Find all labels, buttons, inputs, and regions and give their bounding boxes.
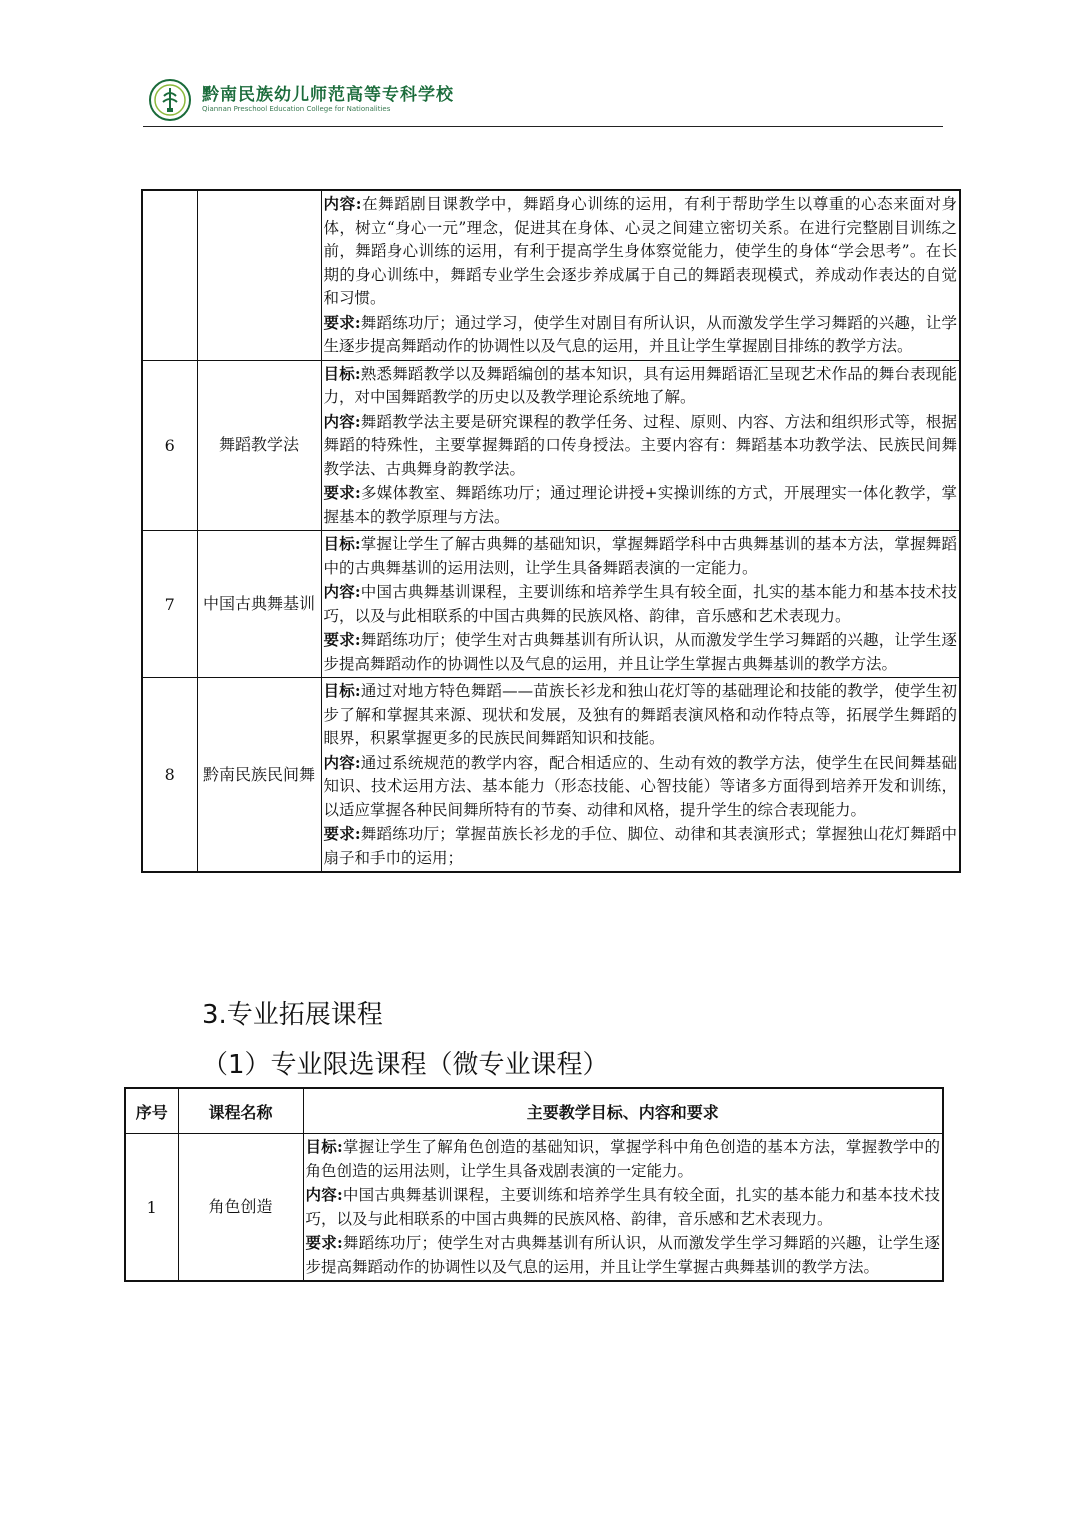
paragraph-label: 要求: [323,312,361,332]
description-paragraph [324,751,958,823]
course-table-elective [124,1087,944,1282]
paragraph-text: 舞蹈练功厅；使学生对古典舞基训有所认识，从而激发学生学习舞蹈的兴趣，让学生逐步提高舞蹈动作的协调性以及气息的运用，并且让学生掌握古典舞基训的教学方法。 [305,1234,940,1276]
paragraph-text: 舞蹈练功厅；掌握苗族长衫龙的手位、脚位、动律和其表演形式；掌握独山花灯舞蹈中扇子和手巾的运用； [323,825,957,867]
course-number: 6 [142,360,197,531]
table-row [142,190,960,360]
paragraph-text: 中国古典舞基训课程，主要训练和培养学生具有较全面，扎实的基本能力和基本技术技巧，以及与此相联系的中国古典舞的民族风格、韵律，音乐感和艺术表现力。 [323,583,957,625]
paragraph-label: 要求: [305,1233,343,1252]
course-table-core [141,189,961,873]
description-paragraph [324,822,958,870]
description-paragraph [324,410,958,482]
paragraph-label: 内容: [323,582,361,601]
table-row [142,678,960,873]
paragraph-text: 通过对地方特色舞蹈——苗族长衫龙和独山花灯等的基础理论和技能的教学，使学生初步了解和掌握其来源、现状和发展，及独有的舞蹈表演风格和动作特点等，拓展学生舞蹈的眼界，积累掌握更多的民族民间舞蹈知识和技能。 [323,682,957,747]
header-divider [143,126,943,127]
paragraph-label: 要求: [323,824,361,843]
course-name: 黔南民族民间舞 [197,678,321,873]
paragraph-label: 目标: [305,1137,343,1156]
header-course-name: 课程名称 [178,1088,303,1134]
subsection-heading: （1）专业限选课程（微专业课程） [202,1050,609,1080]
paragraph-label: 目标: [323,681,361,700]
paragraph-label: 内容: [305,1185,343,1204]
course-number: 1 [125,1134,178,1282]
school-logo-icon [148,78,192,122]
course-description [303,1134,943,1282]
description-paragraph [324,362,958,410]
course-name [197,190,321,360]
course-description [321,678,960,873]
course-number: 7 [142,531,197,678]
school-name: 黔南民族幼儿师范高等专科学校 [202,85,454,105]
description-paragraph [306,1135,941,1183]
school-name-en: Qiannan Preschool Education College for Nationalities [202,105,391,113]
description-paragraph [324,679,958,751]
paragraph-label: 内容: [323,411,361,431]
table-row [142,531,960,678]
paragraph-text: 舞蹈教学法主要是研究课程的教学任务、过程、原则、内容、方法和组织形式等，根据舞蹈的特殊性，主要掌握舞蹈的口传身授法。主要内容有：舞蹈基本功教学法、民族民间舞教学法、古典舞身韵教学法。 [323,412,957,478]
paragraph-text: 舞蹈练功厅；通过学习，使学生对剧目有所认识，从而激发学生学习舞蹈的兴趣，让学生逐步提高舞蹈动作的协调性以及气息的运用，并且让学生掌握剧目排练的教学方法。 [323,313,957,355]
course-number: 8 [142,678,197,873]
description-paragraph [324,532,958,580]
header-description: 主要教学目标、内容和要求 [303,1088,943,1134]
course-name: 中国古典舞基训 [197,531,321,678]
course-description [321,531,960,678]
paragraph-label: 要求: [323,630,361,649]
section-heading: 3.专业拓展课程 [202,1000,383,1030]
description-paragraph [324,580,958,628]
paragraph-label: 目标: [323,363,361,383]
paragraph-text: 多媒体教室、舞蹈练功厅；通过理论讲授+实操训练的方式，开展理实一体化教学，掌握基本的教学原理与方法。 [323,484,957,526]
description-paragraph [324,192,958,311]
course-description [321,190,960,360]
table-header-row [125,1088,943,1134]
paragraph-text: 通过系统规范的教学内容，配合相适应的、生动有效的教学方法，使学生在民间舞基础知识、技术运用方法、基本能力（形态技能、心智技能）等诸多方面得到培养开发和训练，以适应掌握各种民间舞所特有的节奏、动律和风格，提升学生的综合表现能力。 [323,753,957,819]
paragraph-text: 掌握让学生了解角色创造的基础知识，掌握学科中角色创造的基本方法，掌握教学中的角色创造的运用法则，让学生具备戏剧表演的一定能力。 [305,1138,940,1180]
paragraph-label: 内容: [323,194,362,213]
paragraph-text: 中国古典舞基训课程，主要训练和培养学生具有较全面，扎实的基本能力和基本技术技巧，以及与此相联系的中国古典舞的民族风格、韵律，音乐感和艺术表现力。 [305,1186,940,1228]
paragraph-text: 掌握让学生了解古典舞的基础知识，掌握舞蹈学科中古典舞基训的基本方法，掌握舞蹈中的古典舞基训的运用法则，让学生具备舞蹈表演的一定能力。 [323,535,957,577]
course-name: 舞蹈教学法 [197,360,321,531]
paragraph-label: 要求: [323,483,361,502]
description-paragraph [306,1231,941,1279]
course-number [142,190,197,360]
header-num: 序号 [125,1088,178,1134]
paragraph-text: 在舞蹈剧目课教学中，舞蹈身心训练的运用，有利于帮助学生以尊重的心态来面对身体，树立“身心一元”理念，促进其在身体、心灵之间建立密切关系。在进行完整剧目训练之前，舞蹈身心训练的运用，有利于提高学生身体察觉能力，使学生的身体“学会思考”。在长期的身心训练中，舞蹈专业学生会逐步养成属于自己的舞蹈表现模式，养成动作表达的自觉和习惯。 [323,195,957,307]
paragraph-label: 内容: [323,752,361,772]
description-paragraph [324,311,958,359]
paragraph-text: 熟悉舞蹈教学以及舞蹈编创的基本知识，具有运用舞蹈语汇呈现艺术作品的舞台表现能力，对中国舞蹈教学的历史以及教学理论系统地了解。 [323,364,957,406]
description-paragraph [306,1183,941,1231]
table-row [125,1134,943,1282]
description-paragraph [324,481,958,529]
paragraph-text: 舞蹈练功厅；使学生对古典舞基训有所认识，从而激发学生学习舞蹈的兴趣，让学生逐步提高舞蹈动作的协调性以及气息的运用，并且让学生掌握古典舞基训的教学方法。 [323,631,957,673]
description-paragraph [324,628,958,676]
course-description [321,360,960,531]
table-row [142,360,960,531]
course-name: 角色创造 [178,1134,303,1282]
paragraph-label: 目标: [323,534,361,553]
